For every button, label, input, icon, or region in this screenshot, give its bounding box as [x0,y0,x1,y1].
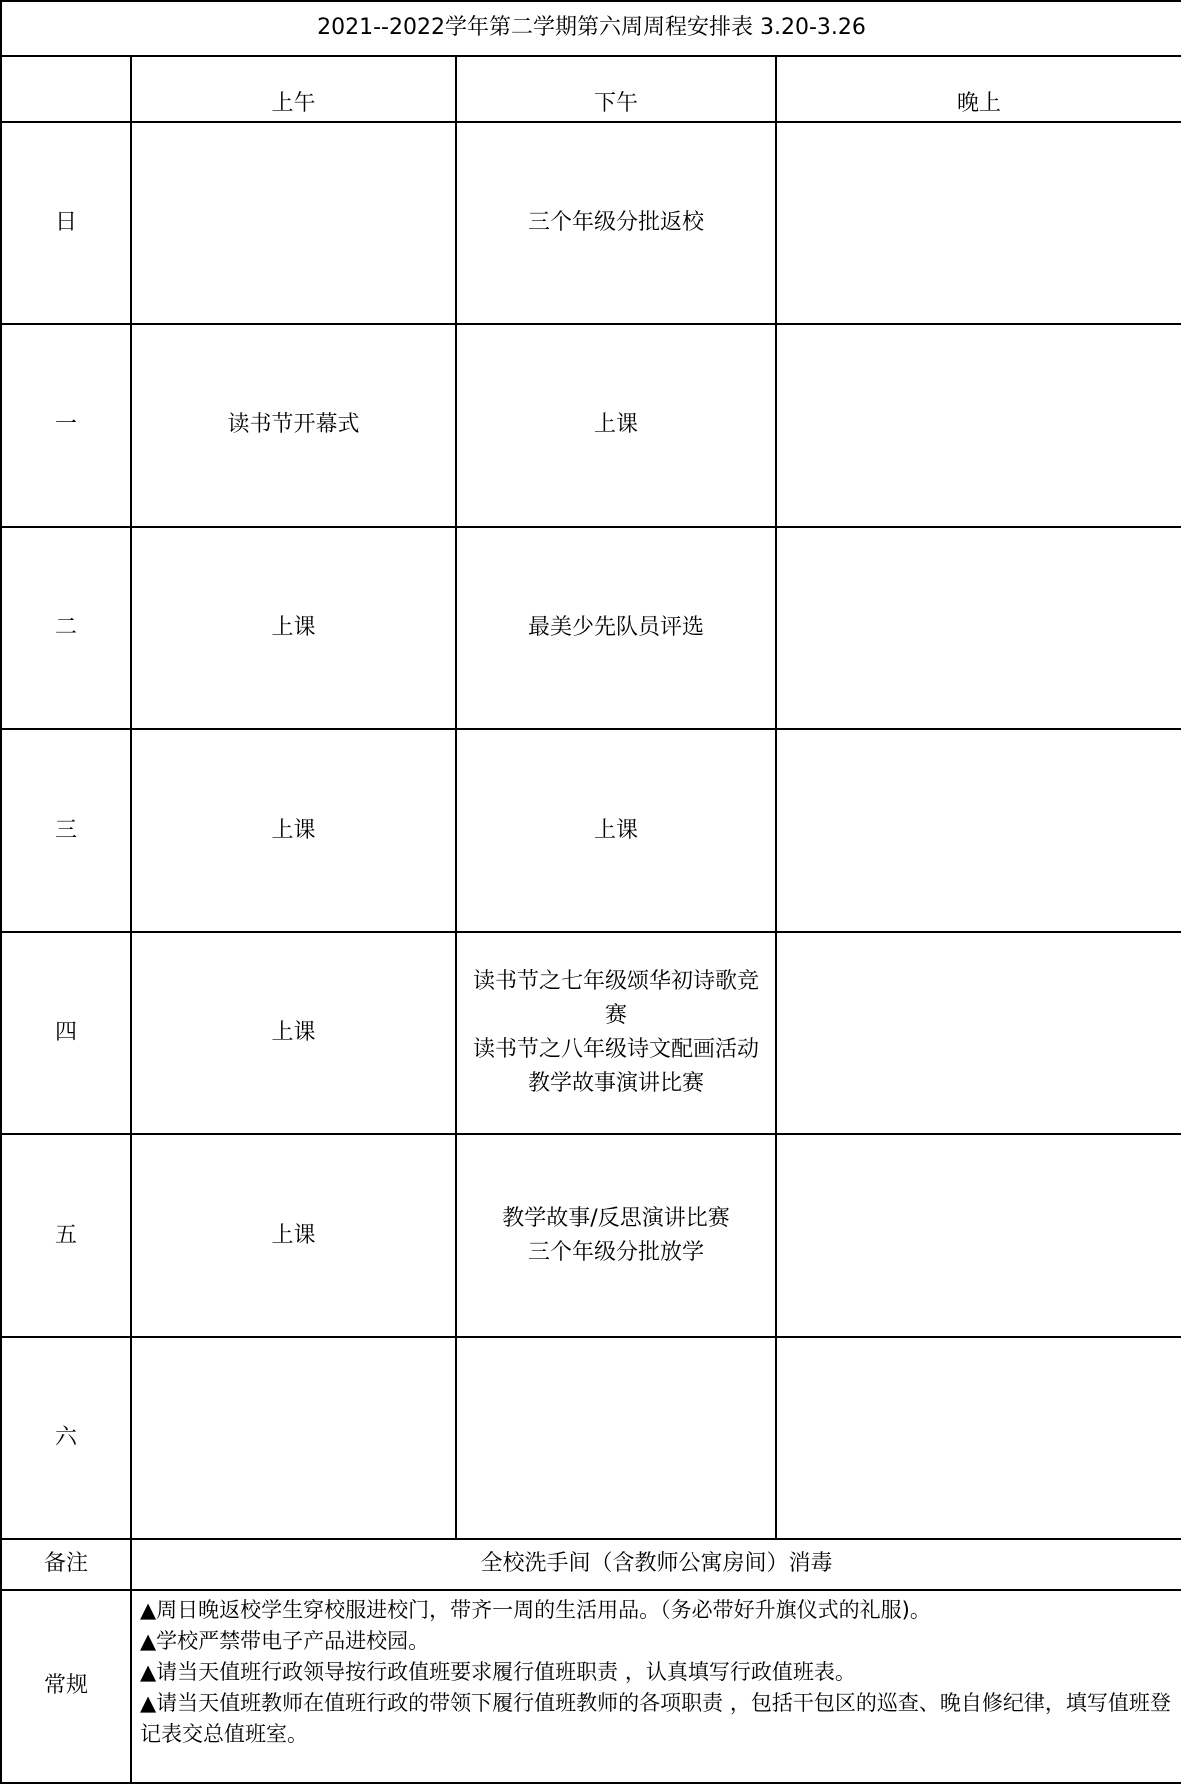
remarks-row [1,1539,1181,1589]
activity-text: 三个年级分批放学 [527,1239,704,1265]
remarks-label: 备注 [1,1539,131,1589]
day-row-wednesday [1,729,1181,932]
day-row-thursday [1,932,1181,1135]
evening-cell [776,932,1181,1135]
header-afternoon: 下午 [456,56,776,122]
day-label: 一 [1,324,131,527]
routine-note: ▲请当天值班行政领导按行政值班要求履行值班职责 ，认真填写行政值班表。 [140,1659,856,1684]
evening-cell [776,729,1181,932]
day-label: 四 [1,932,131,1135]
routine-row [1,1590,1181,1784]
activity-text: 上课 [271,1020,316,1046]
title-row [1,1,1181,56]
remarks-text: 全校洗手间（含教师公寓房间）消毒 [131,1539,1181,1589]
routine-label: 常规 [1,1590,131,1784]
afternoon-cell [456,1337,776,1540]
evening-cell [776,1337,1181,1540]
evening-cell [776,1134,1181,1337]
day-label: 五 [1,1134,131,1337]
day-row-sunday [1,122,1181,325]
activity-text: 教学故事/反思演讲比赛 [502,1205,730,1231]
afternoon-cell [456,122,776,325]
header-morning: 上午 [131,56,456,122]
routine-note: ▲学校严禁带电子产品进校园。 [140,1628,430,1653]
afternoon-cell [456,932,776,1135]
morning-cell [131,527,456,730]
afternoon-cell [456,324,776,527]
day-row-monday [1,324,1181,527]
day-row-friday [1,1134,1181,1337]
day-label: 日 [1,122,131,325]
header-row [1,56,1181,122]
activity-text: 上课 [593,412,638,438]
afternoon-cell [456,527,776,730]
day-label: 六 [1,1337,131,1540]
morning-cell [131,932,456,1135]
activity-text: 读书节之八年级诗文配画活动 [472,1037,759,1063]
morning-cell [131,729,456,932]
evening-cell [776,527,1181,730]
activity-text: 最美少先队员评选 [527,614,704,640]
activity-text: 上课 [271,817,316,843]
activity-text: 读书节之七年级颂华初诗歌竞赛 [472,969,759,1029]
activity-text: 上课 [271,1222,316,1248]
activity-text: 读书节开幕式 [227,412,360,438]
day-label: 二 [1,527,131,730]
afternoon-cell [456,729,776,932]
header-evening: 晚上 [776,56,1181,122]
routine-notes [131,1590,1181,1784]
evening-cell [776,122,1181,325]
activity-text: 上课 [593,817,638,843]
evening-cell [776,324,1181,527]
morning-cell [131,1134,456,1337]
schedule-title: 2021--2022学年第二学期第六周周程安排表 3.20-3.26 [1,1,1181,56]
morning-cell [131,324,456,527]
routine-note: ▲请当天值班教师在值班行政的带领下履行值班教师的各项职责 ，包括干包区的巡查、晚自修纪律，填写值班登记表交总值班室。 [140,1690,1171,1746]
activity-text: 上课 [271,614,316,640]
activity-text: 教学故事演讲比赛 [527,1071,704,1097]
morning-cell [131,122,456,325]
day-row-tuesday [1,527,1181,730]
activity-text: 三个年级分批返校 [527,209,704,235]
day-label: 三 [1,729,131,932]
day-row-saturday [1,1337,1181,1540]
afternoon-cell [456,1134,776,1337]
header-corner [1,56,131,122]
routine-note: ▲周日晚返校学生穿校服进校门，带齐一周的生活用品。（务必带好升旗仪式的礼服)。 [140,1597,931,1622]
morning-cell [131,1337,456,1540]
